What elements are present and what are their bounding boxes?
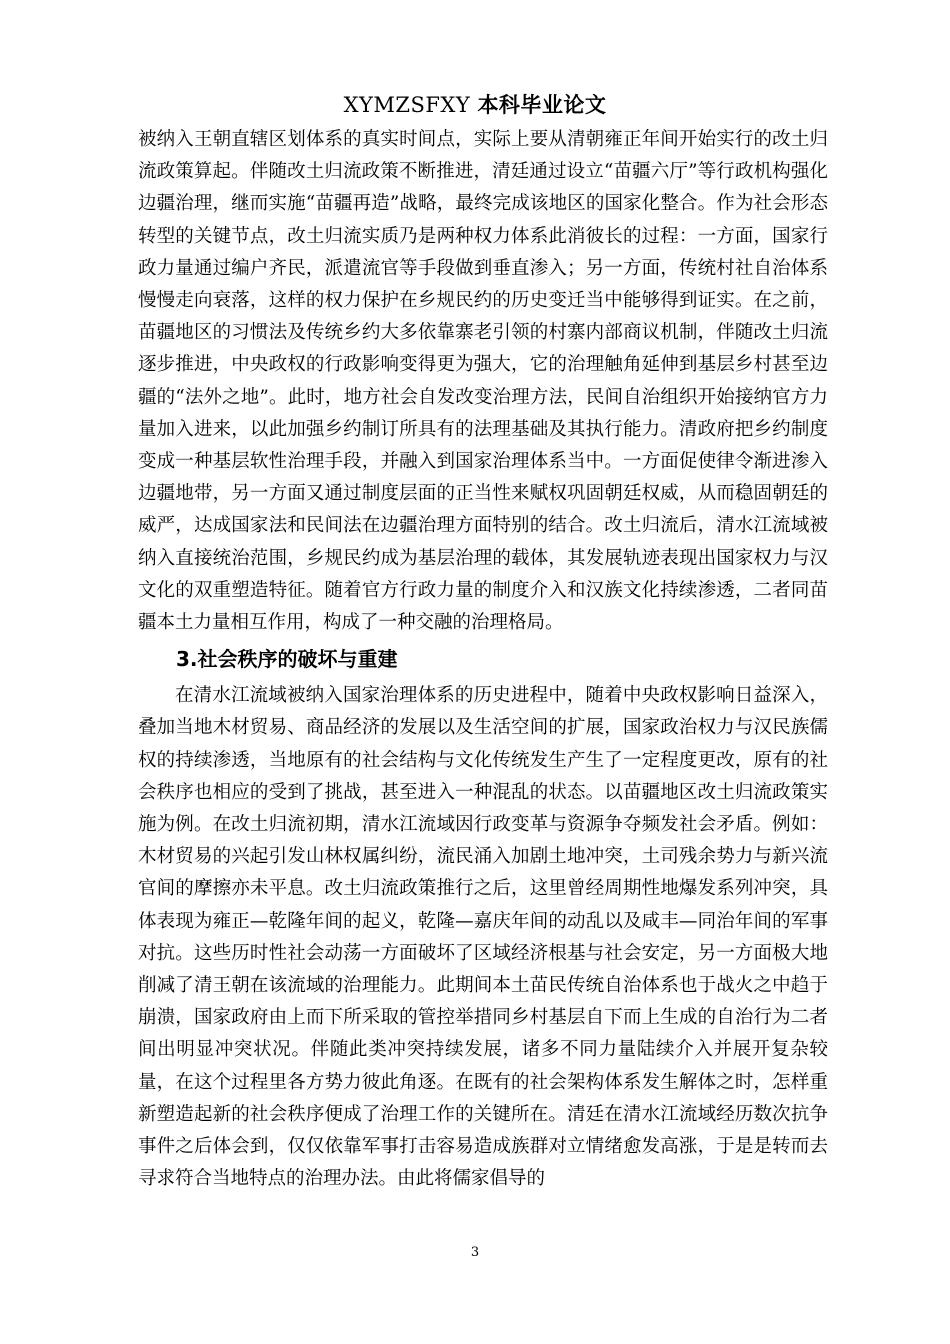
header-title-cjk: 本科毕业论文 <box>477 93 607 117</box>
page-header <box>0 90 950 120</box>
page-number: 3 <box>470 1245 480 1260</box>
body-paragraph-2: 在清水江流域被纳入国家治理体系的历史进程中，随着中央政权影响日益深入，叠加当地木材贸易、商品经济的发展以及生活空间的扩展，国家政治权力与汉民族儒权的持续渗透，当地原有的社会结构与文化传统发生产生了一定程度更改，原有的社会秩序也相应的受到了挑战，甚至进入一种混乱的状态。以苗疆地区改土归流政策实施为例。在改土归流初期，清水江流域因行政变革与资源争夺频发社会矛盾。例如：木材贸易的兴起引发山林权属纠纷，流民涌入加剧土地冲突，土司残余势力与新兴流官间的摩擦亦未平息。改土归流政策推行之后，这里曾经周期性地爆发系列冲突，具体表现为雍正—乾隆年间的起义，乾隆—嘉庆年间的动乱以及咸丰—同治年间的军事对抗。这些历时性社会动荡一方面破坏了区域经济根基与社会安定，另一方面极大地削减了清王朝在该流域的治理能力。此期间本土苗民传统自治体系也于战火之中趋于崩溃，国家政府由上而下所采取的管控举措同乡村基层自下而上生成的自治行为二者间出明显冲突状况。伴随此类冲突持续发展，诸多不同力量陆续介入并展开复杂较量，在这个过程里各方势力彼此角逐。在既有的社会架构体系发生解体之时，怎样重新塑造起新的社会秩序便成了治理工作的关键所在。清廷在清水江流域经历数次抗争事件之后体会到，仅仅依靠军事打击容易造成族群对立情绪愈发高涨，于是是转而去寻求符合当地特点的治理办法。由此将儒家倡导的 <box>138 685 828 1190</box>
header-title-latin: XYMZSFXY <box>343 93 471 117</box>
body-content <box>138 124 828 1196</box>
body-paragraph-1: 被纳入王朝直辖区划体系的真实时间点，实际上要从清朝雍正年间开始实行的改土归流政策算起。伴随改土归流政策不断推进，清廷通过设立“苗疆六厅”等行政机构强化边疆治理，继而实施“苗疆再造”战略，最终完成该地区的国家化整合。作为社会形态转型的关键节点，改土归流实质乃是两种权力体系此消彼长的过程：一方面，国家行政力量通过编户齐民，派遣流官等手段做到垂直渗入；另一方面，传统村社自治体系慢慢走向衰落，这样的权力保护在乡规民约的历史变迁当中能够得到证实。在之前，苗疆地区的习惯法及传统乡约大多依靠寨老引领的村寨内部商议机制，伴随改土归流逐步推进，中央政权的行政影响变得更为强大，它的治理触角延伸到基层乡村甚至边疆的“法外之地”。此时，地方社会自发改变治理方法，民间自治组织开始接纳官方力量加入进来，以此加强乡约制订所具有的法理基础及其执行能力。清政府把乡约制度变成一种基层软性治理手段，并融入到国家治理体系当中。一方面促使律令渐进渗入边疆地带，另一方面又通过制度层面的正当性来赋权巩固朝廷权威，从而稳固朝廷的威严，达成国家法和民间法在边疆治理方面特别的结合。改土归流后，清水江流域被纳入直接统治范围，乡规民约成为基层治理的载体，其发展轨迹表现出国家权力与汉文化的双重塑造特征。随着官方行政力量的制度介入和汉族文化持续渗透，二者同苗疆本土力量相互作用，构成了一种交融的治理格局。 <box>138 129 828 634</box>
section-heading: 3.社会秩序的破坏与重建 <box>176 647 398 672</box>
